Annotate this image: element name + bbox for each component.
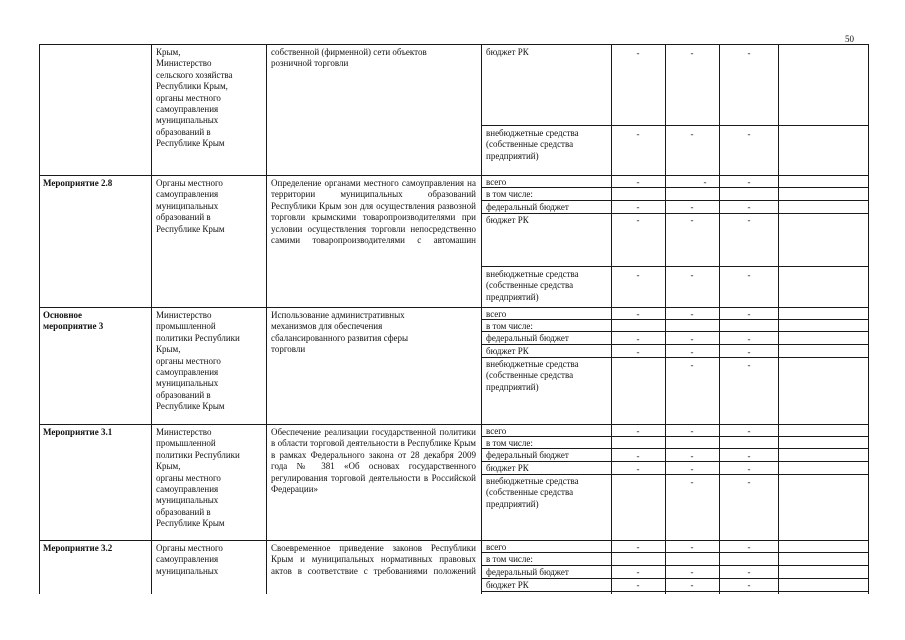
subrow-divider [481,266,869,267]
value-cell: - [690,48,694,58]
value-cell: - [690,347,694,357]
value-cell: - [747,451,751,461]
table-border-left [39,44,40,594]
value-cell: - [747,477,751,487]
source-label: федеральный бюджет [486,202,569,212]
row-divider [39,424,869,425]
value-cell: - [636,334,640,344]
description-cell: Использование административных механизмов для обеспечения сбалансированного развития сферы торговли [271,310,409,355]
source-label: бюджет РК [486,463,529,473]
value-cell: - [747,542,751,552]
subrow-divider [481,187,869,188]
activity-code: Мероприятие 2.8 [43,178,113,188]
value-cell: - [636,177,640,187]
description-cell: Обеспечение реализации государственной политики в области торговой деятельности в Республике Крым в рамках Федерального закона от 28 декабря 2009 года № 381 «Об основах государственного регулирования торговой деятельности в Российской Федерации» [271,427,476,495]
value-cell: - [690,360,694,370]
value-cell: - [690,426,694,436]
subrow-divider [481,200,869,201]
value-cell: - [690,567,694,577]
row-divider [39,175,869,176]
source-label: федеральный бюджет [486,567,569,577]
executor-cell: Министерство промышленной политики Республики Крым, органы местного самоуправления муниципальных образований в Республике Крым [156,310,240,412]
subrow-divider [481,319,869,320]
source-label: в том числе: [486,321,533,331]
value-cell: - [636,451,640,461]
value-cell: - [747,567,751,577]
description-cell: Определение органами местного самоуправления на территории муниципальных образований Республики Крым зон для осуществления развозной торговли крымскими товаропроизводителями при условии осуществления торговли непосредственно самими товаропроизводителями с автомашин [271,178,476,246]
value-cell: - [636,309,640,319]
column-divider [266,44,267,594]
value-cell: - [747,347,751,357]
source-label: бюджет РК [486,47,529,57]
value-cell: - [747,334,751,344]
value-cell: - [690,129,694,139]
value-cell: - [747,215,751,225]
value-cell: - [747,464,751,474]
value-cell: - [690,215,694,225]
executor-cell: Крым, Министерство сельского хозяйства Республики Крым, органы местного самоуправления муниципальных образований в Республике Крым [156,47,233,149]
value-cell: - [690,464,694,474]
source-label: бюджет РК [486,346,529,356]
subrow-divider [481,591,869,592]
source-label: бюджет РК [486,580,529,590]
value-cell: - [636,347,640,357]
executor-cell: Органы местного самоуправления муниципальных [156,543,223,576]
value-cell: - [636,215,640,225]
page-number: 50 [845,34,854,44]
description-cell: собственной (фирменной) сети объектов розничной торговли [271,47,427,69]
source-label: внебюджетные средства (собственные средства предприятий) [486,359,579,392]
source-label: всего [486,177,507,187]
subrow-divider [481,552,869,553]
source-label: всего [486,309,507,319]
value-cell: - [636,270,640,280]
executor-cell: Министерство промышленной политики Республики Крым, органы местного самоуправления муниципальных образований в Республике Крым [156,427,240,529]
description-cell: Своевременное приведение законов Республики Крым и муниципальных нормативных правовых актов в соответствие с требованиями положений [271,543,476,576]
value-cell: - [690,477,694,487]
row-divider [39,307,869,308]
value-cell: - [690,202,694,212]
source-label: всего [486,542,507,552]
activity-code: Мероприятие 3.1 [43,427,113,437]
source-label: внебюджетные средства (собственные средства предприятий) [486,128,579,161]
value-cell: - [636,426,640,436]
source-label: в том числе: [486,438,533,448]
activity-code: Мероприятие 3.2 [43,543,113,553]
subrow-divider [481,331,869,332]
subrow-divider [481,474,869,475]
value-cell: - [690,309,694,319]
value-cell: - [690,270,694,280]
subrow-divider [481,357,869,358]
source-label: в том числе: [486,189,533,199]
row-divider [39,540,869,541]
subrow-divider [481,565,869,566]
value-cell: - [636,567,640,577]
column-divider [151,44,152,594]
value-cell: - [636,129,640,139]
source-label: в том числе: [486,554,533,564]
value-cell: - [636,202,640,212]
value-cell: - [747,270,751,280]
value-cell: - [747,48,751,58]
source-label: бюджет РК [486,215,529,225]
activity-code: Основное мероприятие 3 [43,310,104,332]
value-cell: - [747,177,751,187]
value-cell: - [747,426,751,436]
value-cell: - [690,334,694,344]
executor-cell: Органы местного самоуправления муниципальных образований в Республике Крым [156,178,225,234]
value-cell: - [703,177,707,187]
value-cell: - [747,360,751,370]
value-cell: - [747,580,751,590]
value-cell: - [636,580,640,590]
value-cell: - [636,464,640,474]
subrow-divider [481,436,869,437]
table-border-top [39,44,869,45]
value-cell: - [747,129,751,139]
value-cell: - [690,542,694,552]
value-cell: - [747,202,751,212]
source-label: внебюджетные средства (собственные средства предприятий) [486,269,579,302]
value-cell: - [690,580,694,590]
value-cell: - [636,48,640,58]
value-cell: - [747,309,751,319]
source-label: федеральный бюджет [486,333,569,343]
value-cell: - [636,542,640,552]
source-label: всего [486,426,507,436]
source-label: внебюджетные средства (собственные средства предприятий) [486,476,579,509]
source-label: федеральный бюджет [486,450,569,460]
subrow-divider [481,448,869,449]
subrow-divider [481,125,869,126]
value-cell: - [690,451,694,461]
